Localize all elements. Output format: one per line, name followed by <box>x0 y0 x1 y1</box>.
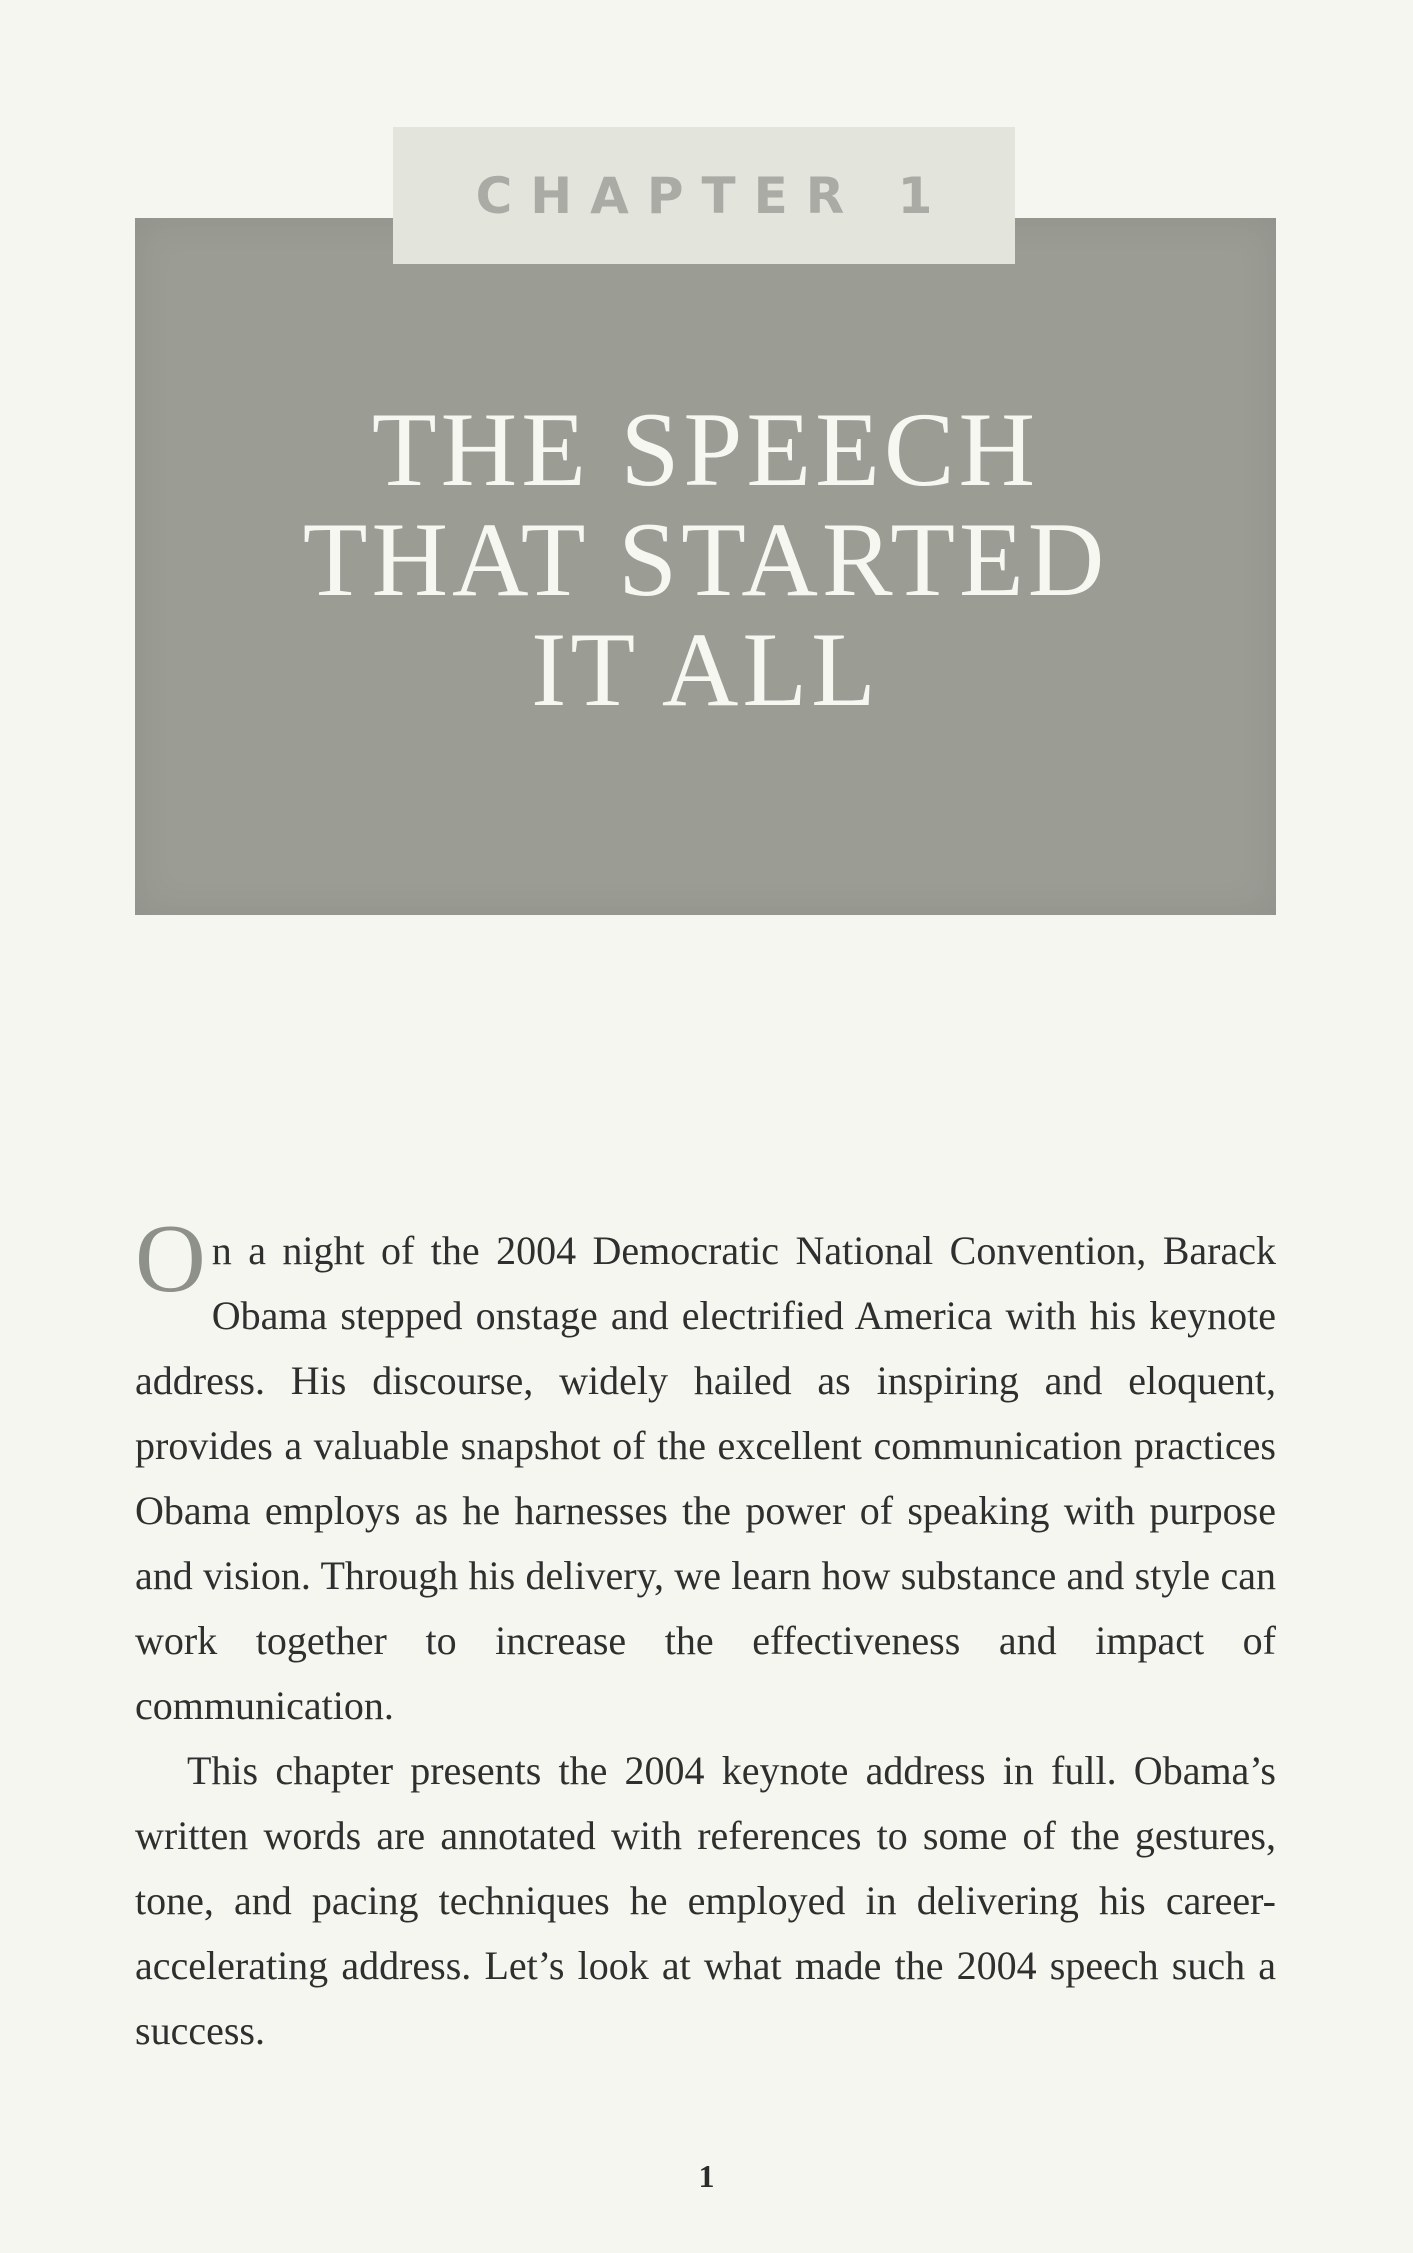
chapter-title <box>135 391 1276 728</box>
chapter-title-line-2: THAT STARTED <box>302 501 1109 618</box>
chapter-title-line-3: IT ALL <box>531 611 880 728</box>
chapter-label-tab <box>393 127 1015 264</box>
chapter-label: CHAPTER 1 <box>475 166 951 225</box>
paragraph-2: This chapter presents the 2004 keynote address in full. Obama’s written words are annotated with references to some of the gestures, tone, and pacing techniques he employed in delivering his career-accelerating address. Let’s look at what made the 2004 speech such a success. <box>135 1748 1276 2053</box>
paragraph-1-text: n a night of the 2004 Democratic National Convention, Barack Obama stepped onstage and electrified America with his keynote address. His discourse, widely hailed as inspiring and eloquent, provides a valuable snapshot of the excellent communication practices Obama employs as he harnesses the power of speaking with purpose and vision. Through his delivery, we learn how substance and style can work together to increase the effectiveness and impact of communication. <box>135 1228 1276 1728</box>
chapter-title-line-1: THE SPEECH <box>371 391 1040 508</box>
paragraph-1 <box>135 1205 1276 1738</box>
body-text <box>135 1205 1276 2063</box>
drop-cap: O <box>135 1205 206 1313</box>
page-number: 1 <box>698 2158 715 2194</box>
